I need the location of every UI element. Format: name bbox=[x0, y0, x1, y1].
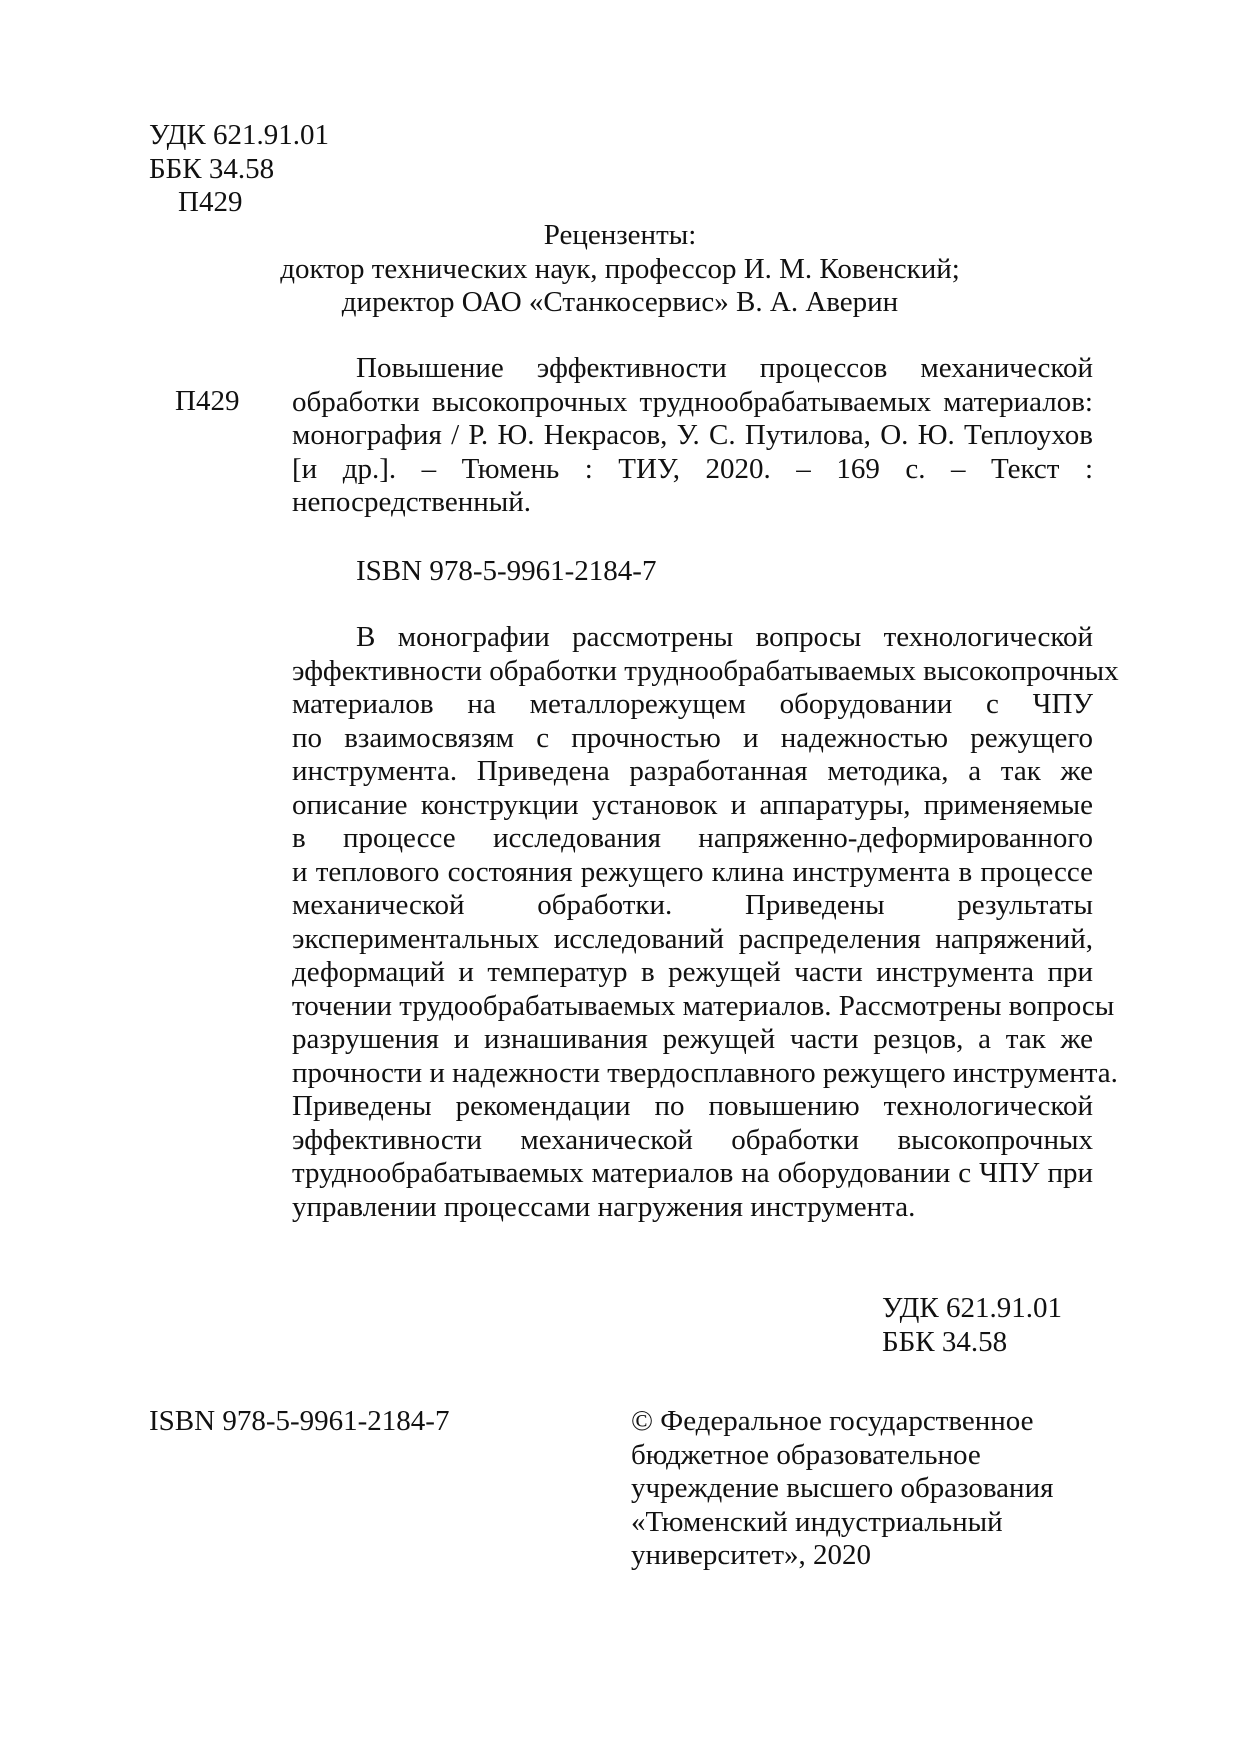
reviewers-heading: Рецензенты: bbox=[543, 219, 697, 251]
isbn-bottom: ISBN 978-5-9961-2184-7 bbox=[149, 1405, 450, 1437]
classification-block-bottom bbox=[882, 1292, 1062, 1359]
bibliographic-record bbox=[292, 352, 1093, 520]
annotation-paragraph bbox=[292, 621, 1119, 1224]
annotation-line: эффективности обработки труднообрабатываемых высокопрочных bbox=[292, 654, 1119, 687]
record-line: обработки высокопрочных труднообрабатываемых материалов: bbox=[292, 385, 1093, 418]
record-line: монография / Р. Ю. Некрасов, У. С. Путилова, О. Ю. Теплоухов bbox=[292, 419, 1093, 451]
record-line: непосредственный. bbox=[292, 486, 531, 518]
copyright-line: бюджетное образовательное bbox=[631, 1438, 981, 1471]
annotation-line: эффективности механической обработки высокопрочных bbox=[292, 1123, 1093, 1156]
annotation-line: прочности и надежности твердосплавного режущего инструмента. bbox=[292, 1056, 1118, 1089]
bbk-code: ББК 34.58 bbox=[882, 1325, 1008, 1358]
copyright-line: университет», 2020 bbox=[631, 1539, 872, 1571]
copyright-block bbox=[631, 1405, 1053, 1573]
annotation-line: по взаимосвязям с прочностью и надежностью режущего bbox=[292, 721, 1093, 754]
annotation-line: экспериментальных исследований распределения напряжений, bbox=[292, 922, 1093, 955]
annotation-line: в процессе исследования напряженно-деформированного bbox=[292, 822, 1093, 854]
annotation-line: В монографии рассмотрены вопросы технологической bbox=[356, 621, 1093, 653]
author-mark: П429 bbox=[175, 385, 240, 417]
classification-block-top bbox=[149, 119, 329, 220]
annotation-line: разрушения и изнашивания режущей части резцов, а так же bbox=[292, 1023, 1093, 1055]
udk-code: УДК 621.91.01 bbox=[882, 1292, 1062, 1324]
copyright-line: «Тюменский индустриальный bbox=[631, 1505, 1003, 1538]
author-code: П429 bbox=[178, 186, 243, 218]
reviewer-line: директор ОАО «Станкосервис» В. А. Аверин bbox=[341, 286, 899, 318]
copyright-line: © Федеральное государственное bbox=[631, 1405, 1034, 1437]
annotation-line: инструмента. Приведена разработанная методика, а так же bbox=[292, 755, 1093, 787]
record-line: [и др.]. – Тюмень : ТИУ, 2020. – 169 с. – Текст : bbox=[292, 452, 1093, 485]
annotation-line: труднообрабатываемых материалов на оборудовании с ЧПУ при bbox=[292, 1157, 1093, 1189]
reviewer-line: доктор технических наук, профессор И. М. Ковенский; bbox=[280, 252, 960, 285]
record-line: Повышение эффективности процессов механической bbox=[356, 352, 1093, 384]
annotation-line: деформаций и температур в режущей части инструмента при bbox=[292, 956, 1093, 988]
annotation-line: Приведены рекомендации по повышению технологической bbox=[292, 1090, 1093, 1122]
udk-code: УДК 621.91.01 bbox=[149, 119, 329, 151]
annotation-line: точении трудообрабатываемых материалов. Рассмотрены вопросы bbox=[292, 989, 1115, 1022]
copyright-line: учреждение высшего образования bbox=[631, 1472, 1054, 1504]
annotation-line: материалов на металлорежущем оборудовании с ЧПУ bbox=[292, 688, 1093, 720]
isbn-main: ISBN 978-5-9961-2184-7 bbox=[356, 555, 657, 587]
annotation-line: механической обработки. Приведены результаты bbox=[292, 889, 1093, 921]
annotation-line: управлении процессами нагружения инструмента. bbox=[292, 1190, 916, 1223]
bbk-code: ББК 34.58 bbox=[149, 152, 275, 185]
annotation-line: и теплового состояния режущего клина инструмента в процессе bbox=[292, 855, 1093, 888]
annotation-line: описание конструкции установок и аппаратуры, применяемые bbox=[292, 788, 1093, 821]
reviewers-block bbox=[200, 219, 1040, 320]
